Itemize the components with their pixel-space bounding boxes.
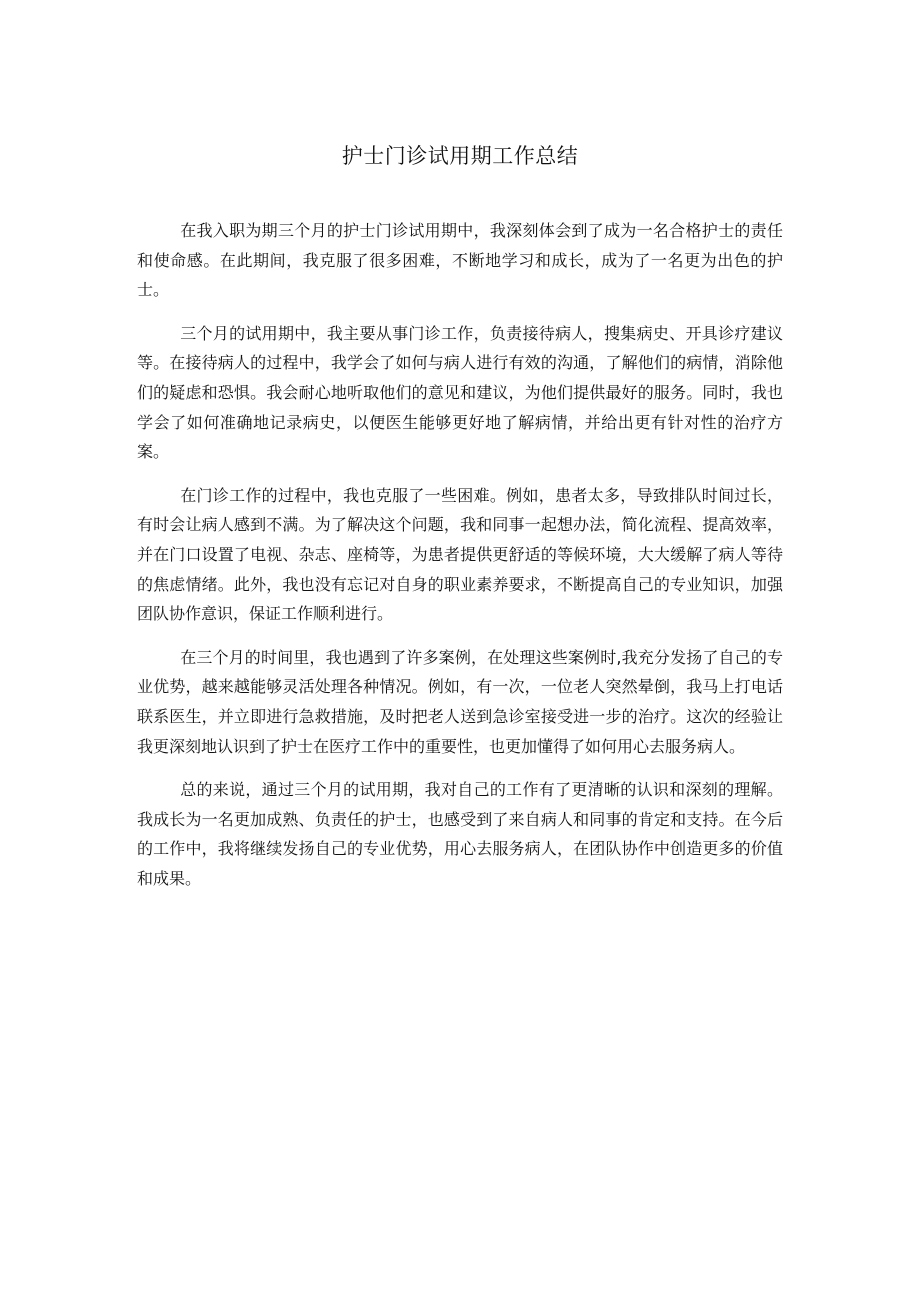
document-title: 护士门诊试用期工作总结 [341, 144, 579, 168]
paragraph-2: 三个月的试用期中，我主要从事门诊工作，负责接待病人，搜集病史、开具诊疗建议等。在接待病人的过程中，我学会了如何与病人进行有效的沟通，了解他们的病情，消除他们的疑虑和恐惧。我会耐心地听取他们的意见和建议，为他们提供最好的服务。同时，我也学会了如何准确地记录病史，以便医生能够更好地了解病情，并给出更有针对性的治疗方案。 [137, 323, 783, 462]
paragraph-3: 在门诊工作的过程中，我也克服了一些困难。例如，患者太多，导致排队时间过长，有时会让病人感到不满。为了解决这个问题，我和同事一起想办法，简化流程、提高效率，并在门口设置了电视、杂志、座椅等，为患者提供更舒适的等候环境，大大缓解了病人等待的焦虑情绪。此外，我也没有忘记对自身的职业素养要求，不断提高自己的专业知识，加强团队协作意识，保证工作顺利进行。 [137, 485, 783, 624]
paragraph-1: 在我入职为期三个月的护士门诊试用期中，我深刻体会到了成为一名合格护士的责任和使命感。在此期间，我克服了很多困难，不断地学习和成长，成为了一名更为出色的护士。 [137, 221, 783, 300]
document-body [137, 216, 783, 907]
paragraph-5: 总的来说，通过三个月的试用期，我对自己的工作有了更清晰的认识和深刻的理解。我成长为一名更加成熟、负责任的护士，也感受到了来自病人和同事的肯定和支持。在今后的工作中，我将继续发扬自己的专业优势，用心去服务病人，在团队协作中创造更多的价值和成果。 [137, 780, 783, 888]
paragraph-4: 在三个月的时间里，我也遇到了许多案例，在处理这些案例时,我充分发扬了自己的专业优势，越来越能够灵活处理各种情况。例如，有一次，一位老人突然晕倒，我马上打电话联系医生，并立即进行急救措施，及时把老人送到急诊室接受进一步的治疗。这次的经验让我更深刻地认识到了护士在医疗工作中的重要性，也更加懂得了如何用心去服务病人。 [137, 647, 783, 756]
